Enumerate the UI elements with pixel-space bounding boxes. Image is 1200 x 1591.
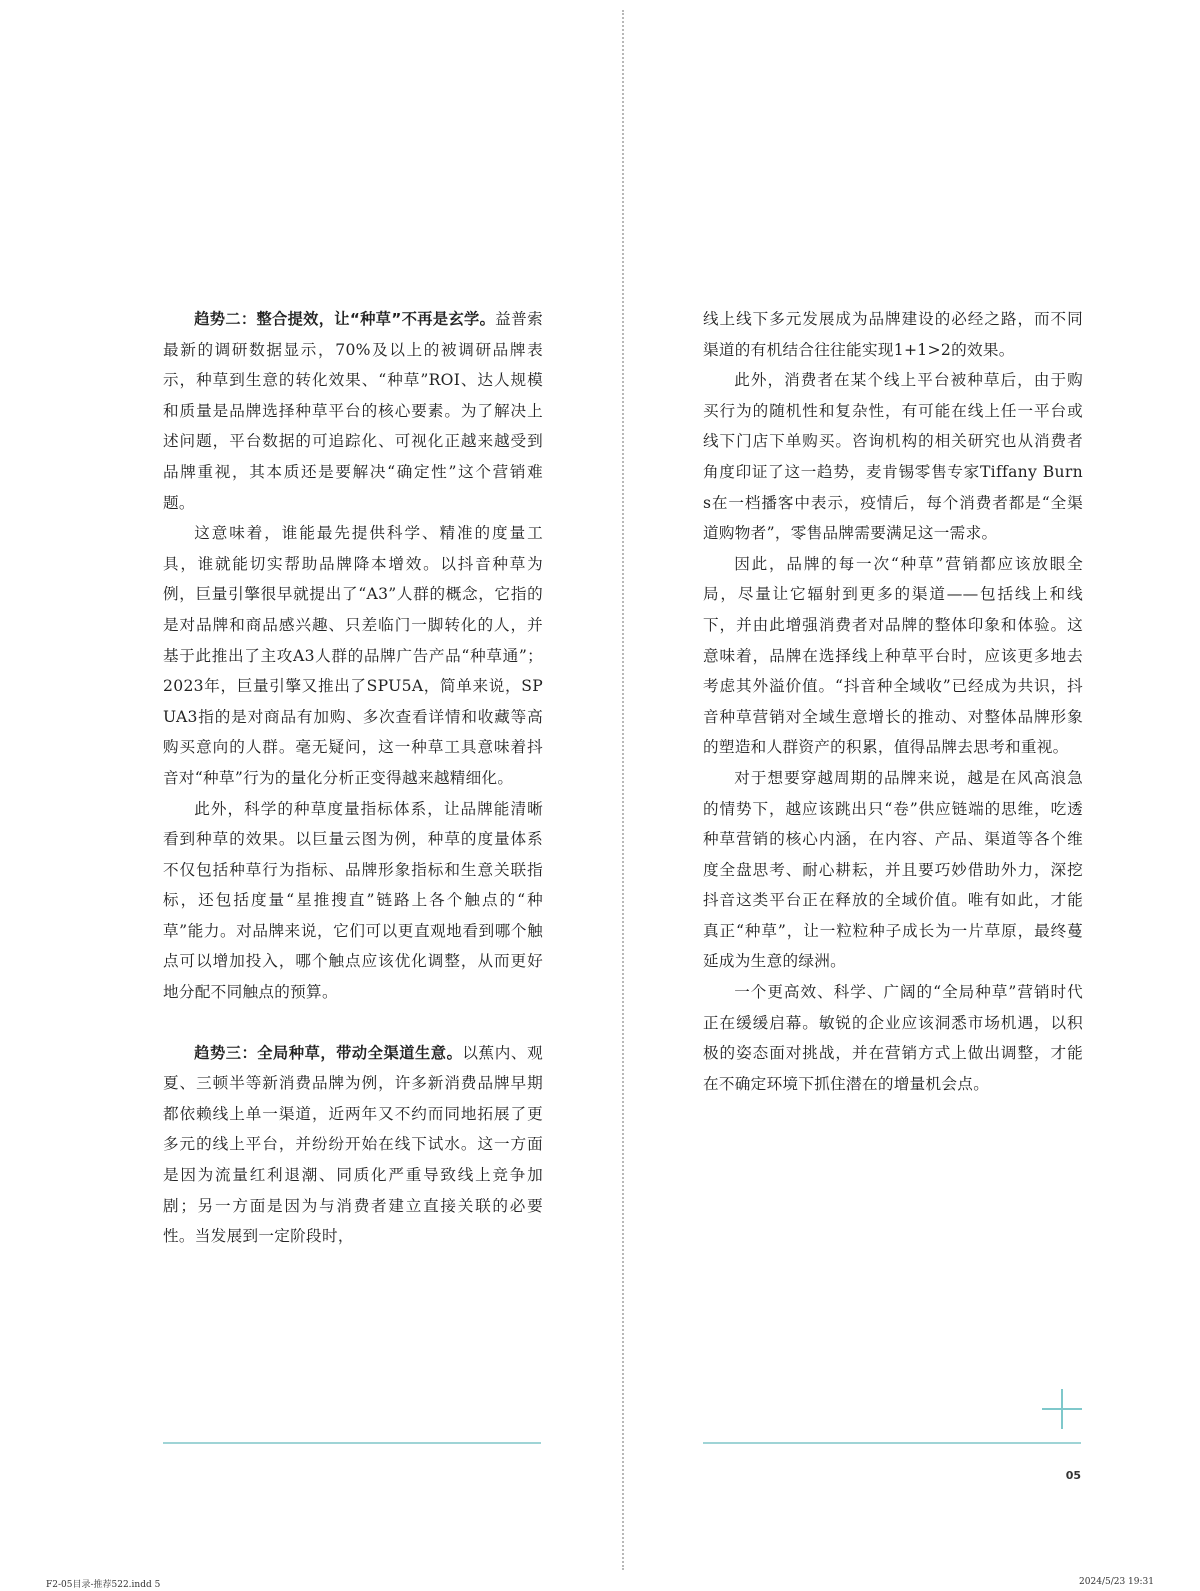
- right-bottom-rule: [703, 1442, 1081, 1444]
- metrics-system-paragraph: 此外，科学的种草度量指标体系，让品牌能清晰看到种草的效果。以巨量云图为例，种草的度量体系不仅包括种草行为指标、品牌形象指标和生意关联指标，还包括度量“星推搜直”链路上各个触点的“种草”能力。对品牌来说，它们可以更直观地看到哪个触点可以增加投入，哪个触点应该优化调整，从而更好地分配不同触点的预算。: [163, 799, 543, 1002]
- right-text-column: [703, 304, 1083, 1099]
- cycle-paragraph: 对于想要穿越周期的品牌来说，越是在风高浪急的情势下，越应该跳出只“卷”供应链端的思维，吃透种草营销的核心内涵，在内容、产品、渠道等各个维度全盘思考、耐心耕耘，并且要巧妙借助外力，深挖抖音这类平台正在释放的全域价值。唯有如此，才能真正“种草”，让一粒粒种子成长为一片草原，最终蔓延成为生意的绿洲。: [703, 768, 1083, 971]
- trend-two-body: 益普索最新的调研数据显示，70%及以上的被调研品牌表示，种草到生意的转化效果、“种草”ROI、达人规模和质量是品牌选择种草平台的核心要素。为了解决上述问题，平台数据的可追踪化、可视化正越来越受到品牌重视，其本质还是要解决“确定性”这个营销难题。: [163, 310, 543, 512]
- omnichannel-paragraph: 此外，消费者在某个线上平台被种草后，由于购买行为的随机性和复杂性，有可能在线上任一平台或线下门店下单购买。咨询机构的相关研究也从消费者角度印证了这一趋势，麦肯锡零售专家Tiffany Burns在一档播客中表示，疫情后，每个消费者都是“全渠道购物者”，零售品牌需要满足这一需求。: [703, 371, 1083, 543]
- footer-timestamp: 2024/5/23 19:31: [1079, 1577, 1154, 1587]
- conclusion-paragraph: 一个更高效、科学、广阔的“全局种草”营销时代正在缓缓启幕。敏锐的企业应该洞悉市场机遇，以积极的姿态面对挑战，并在营销方式上做出调整，才能在不确定环境下抓住潜在的增量机会点。: [703, 983, 1083, 1093]
- trend-three-body: 以蕉内、观夏、三顿半等新消费品牌为例，许多新消费品牌早期都依赖线上单一渠道，近两年又不约而同地拓展了更多元的线上平台，并纷纷开始在线下试水。这一方面是因为流量红利退潮、同质化严重导致线上竞争加剧；另一方面是因为与消费者建立直接关联的必要性。当发展到一定阶段时，: [163, 1043, 543, 1246]
- continuation-paragraph: 线上线下多元发展成为品牌建设的必经之路，而不同渠道的有机结合往往能实现1+1>2的效果。: [703, 310, 1083, 359]
- global-view-paragraph: 因此，品牌的每一次“种草”营销都应该放眼全局，尽量让它辐射到更多的渠道——包括线上和线下，并由此增强消费者对品牌的整体印象和体验。这意味着，品牌在选择线上种草平台时，应该更多地去考虑其外溢价值。“抖音种全域收”已经成为共识，抖音种草营销对全域生意增长的推动、对整体品牌形象的塑造和人群资产的积累，值得品牌去思考和重视。: [703, 554, 1083, 757]
- page-number: 05: [1065, 1469, 1081, 1482]
- trend-two-heading: 趋势二：整合提效，让“种草”不再是玄学。: [194, 310, 496, 328]
- trend-two-paragraph: [163, 304, 543, 518]
- page-fold-divider: [622, 10, 624, 1570]
- left-bottom-rule: [163, 1442, 541, 1444]
- trend-three-heading: 趋势三：全局种草，带动全渠道生意。: [194, 1043, 463, 1062]
- trend-three-paragraph: [163, 1038, 543, 1252]
- left-text-column: [163, 304, 543, 1252]
- measurement-tools-paragraph: 这意味着，谁能最先提供科学、精准的度量工具，谁就能切实帮助品牌降本增效。以抖音种草为例，巨量引擎很早就提出了“A3”人群的概念，它指的是对品牌和商品感兴趣、只差临门一脚转化的人，并基于此推出了主攻A3人群的品牌广告产品“种草通”；2023年，巨量引擎又推出了SPU5A，简单来说，SPUA3指的是对商品有加购、多次查看详情和收藏等高购买意向的人群。毫无疑问，这一种草工具意味着抖音对“种草”行为的量化分析正变得越来越精细化。: [163, 524, 543, 787]
- footer-file-name: F2-05目录-推荐522.indd 5: [46, 1580, 161, 1590]
- plus-decoration-icon: [1042, 1389, 1082, 1429]
